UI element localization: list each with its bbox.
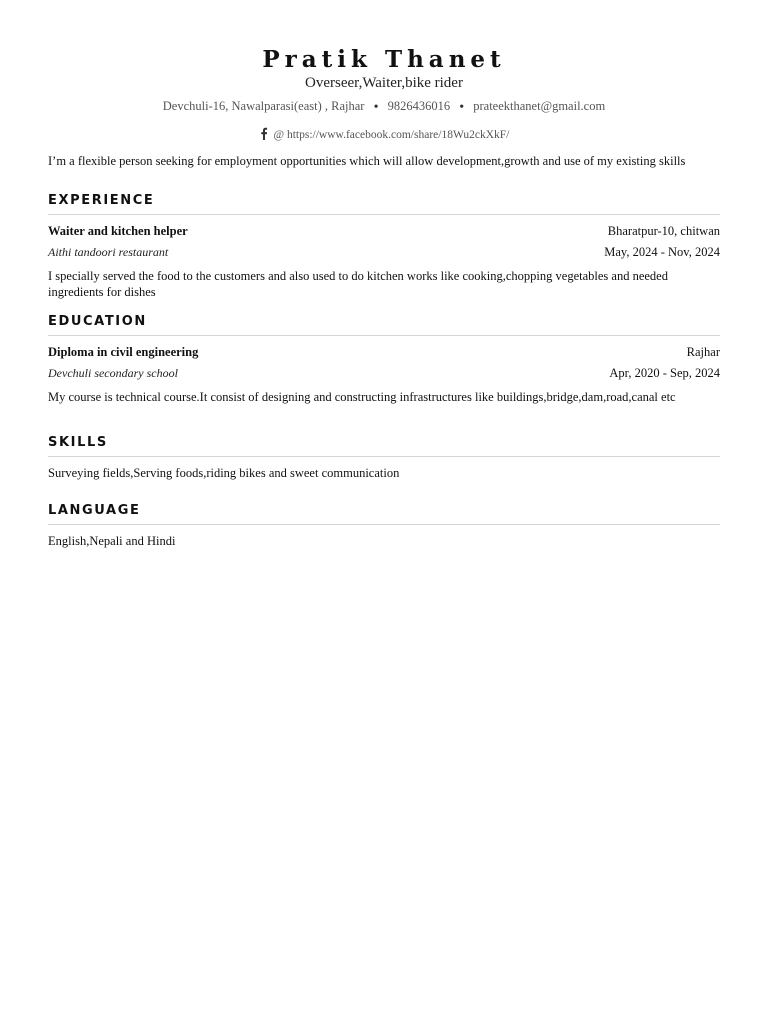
experience-item-header <box>48 224 720 239</box>
job-position: Waiter and kitchen helper <box>48 224 188 238</box>
language-text: English,Nepali and Hindi <box>48 534 176 548</box>
phone: 9826436016 <box>387 99 451 113</box>
email-link[interactable]: prateekthanet@gmail.com <box>473 99 606 113</box>
education-location: Rajhar <box>686 345 720 359</box>
facebook-link[interactable]: https://www.facebook.com/share/18Wu2ckXkF/ <box>286 129 510 141</box>
degree-name: Diploma in civil engineering <box>48 345 199 359</box>
facebook-icon <box>259 127 268 140</box>
job-description: I specially served the food to the customers and also used to do kitchen works like cooking,chopping vegetables and needed ingredients for dishes <box>48 269 668 299</box>
job-dates: May, 2024 - Nov, 2024 <box>604 245 720 259</box>
bullet-separator: • <box>459 100 465 115</box>
experience-heading: EXPERIENCE <box>48 193 720 215</box>
experience-item-sub <box>48 245 720 260</box>
skills-heading: SKILLS <box>48 435 720 457</box>
school-name: Devchuli secondary school <box>48 366 178 380</box>
education-item-sub <box>48 366 720 381</box>
education-description: My course is technical course.It consist of designing and constructing infrastructures like buildings,bridge,dam,road,canal etc <box>48 390 676 404</box>
education-heading: EDUCATION <box>48 314 720 336</box>
skills-text: Surveying fields,Serving foods,riding bikes and sweet communication <box>48 466 400 480</box>
bullet-separator: • <box>373 100 379 115</box>
company-name: Aithi tandoori restaurant <box>48 245 169 259</box>
contact-line <box>0 99 768 116</box>
education-dates: Apr, 2020 - Sep, 2024 <box>609 366 720 380</box>
social-line <box>0 127 768 141</box>
language-heading: LANGUAGE <box>48 503 720 525</box>
candidate-role: Overseer,Waiter,bike rider <box>305 75 463 91</box>
education-item-header <box>48 345 720 360</box>
candidate-name: Pratik Thanet <box>262 46 506 73</box>
job-location: Bharatpur-10, chitwan <box>607 224 720 238</box>
address: Devchuli-16, Nawalparasi(east) , Rajhar <box>162 99 365 113</box>
social-prefix: @ <box>273 129 285 141</box>
summary-text: I’m a flexible person seeking for employment opportunities which will allow development,growth and use of my existing skills <box>48 154 686 168</box>
